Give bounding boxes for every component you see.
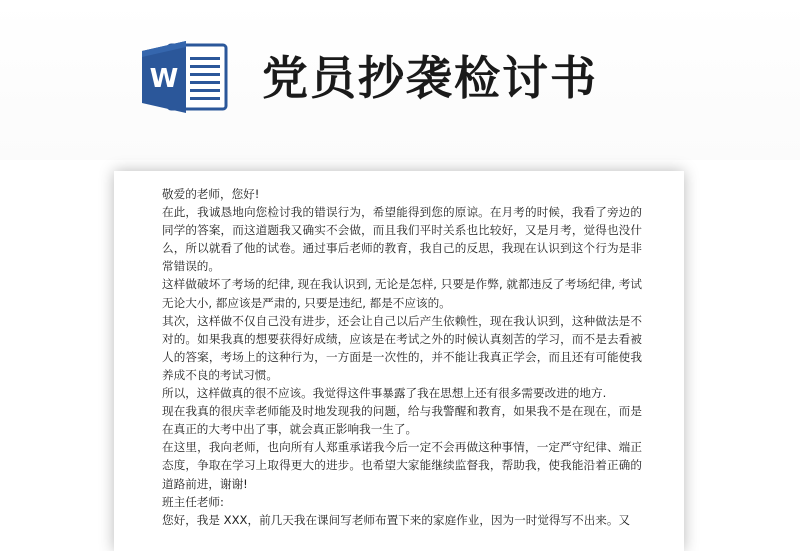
paragraph-promise: 在这里，我向老师，也向所有人郑重承诺我今后一定不会再做这种事情，一定严守纪律、端正态度，争取在学习上取得更大的进步。也希望大家能继续监督我，帮助我，使我能沿着正确的道路前进，谢谢! xyxy=(162,440,642,491)
salutation: 敬爱的老师，您好! xyxy=(162,187,260,201)
document-title: 党员抄袭检讨书 xyxy=(262,51,598,105)
paragraph-reflection: 所以，这样做真的很不应该。我觉得这件事暴露了我在思想上还有很多需要改进的地方. xyxy=(162,386,607,401)
paragraph-apology: 在此，我诚恳地向您检讨我的错误行为，希望能得到您的原谅。在月考的时候，我看了旁边的同学的答案，而这道题我又确实不会做，而且我们平时关系也比较好，又是月考，觉得也没什么，所以就看了他的试卷。通过事后老师的教育，我自己的反思，我现在认识到这个行为是非常错误的。 xyxy=(162,205,642,274)
document-body xyxy=(162,185,642,529)
header-banner xyxy=(0,0,800,160)
word-logo-letter: W xyxy=(149,64,179,94)
paragraph-consequences: 其次，这样做不仅自己没有进步，还会让自己以后产生依赖性，现在我认识到，这种做法是不对的。如果我真的想要获得好成绩，应该是在考试之外的时候认真刻苦的学习，而不是去看被人的答案，考场上的这种行为，一方面是一次性的，并不能让我真正学会，而且还有可能使我养成不良的考试习惯。 xyxy=(162,313,642,382)
paragraph-second-letter: 您好，我是 XXX，前几天我在课间写老师布置下来的家庭作业，因为一时觉得写不出来。又 xyxy=(162,512,631,527)
paragraph-gratitude: 现在我真的很庆幸老师能及时地发现我的问题，给与我警醒和教育，如果我不是在现在，而是在真正的大考中出了事，就会真正影响我一生了。 xyxy=(162,404,642,437)
word-document-icon xyxy=(140,37,230,117)
paragraph-discipline: 这样做破坏了考场的纪律, 现在我认识到, 无论是怎样, 只要是作弊, 就都违反了考场纪律, 考试无论大小, 都应该是严肃的, 只要是违纪, 都是不应该的。 xyxy=(162,277,642,310)
second-salutation: 班主任老师: xyxy=(162,494,224,509)
document-page xyxy=(114,171,684,551)
